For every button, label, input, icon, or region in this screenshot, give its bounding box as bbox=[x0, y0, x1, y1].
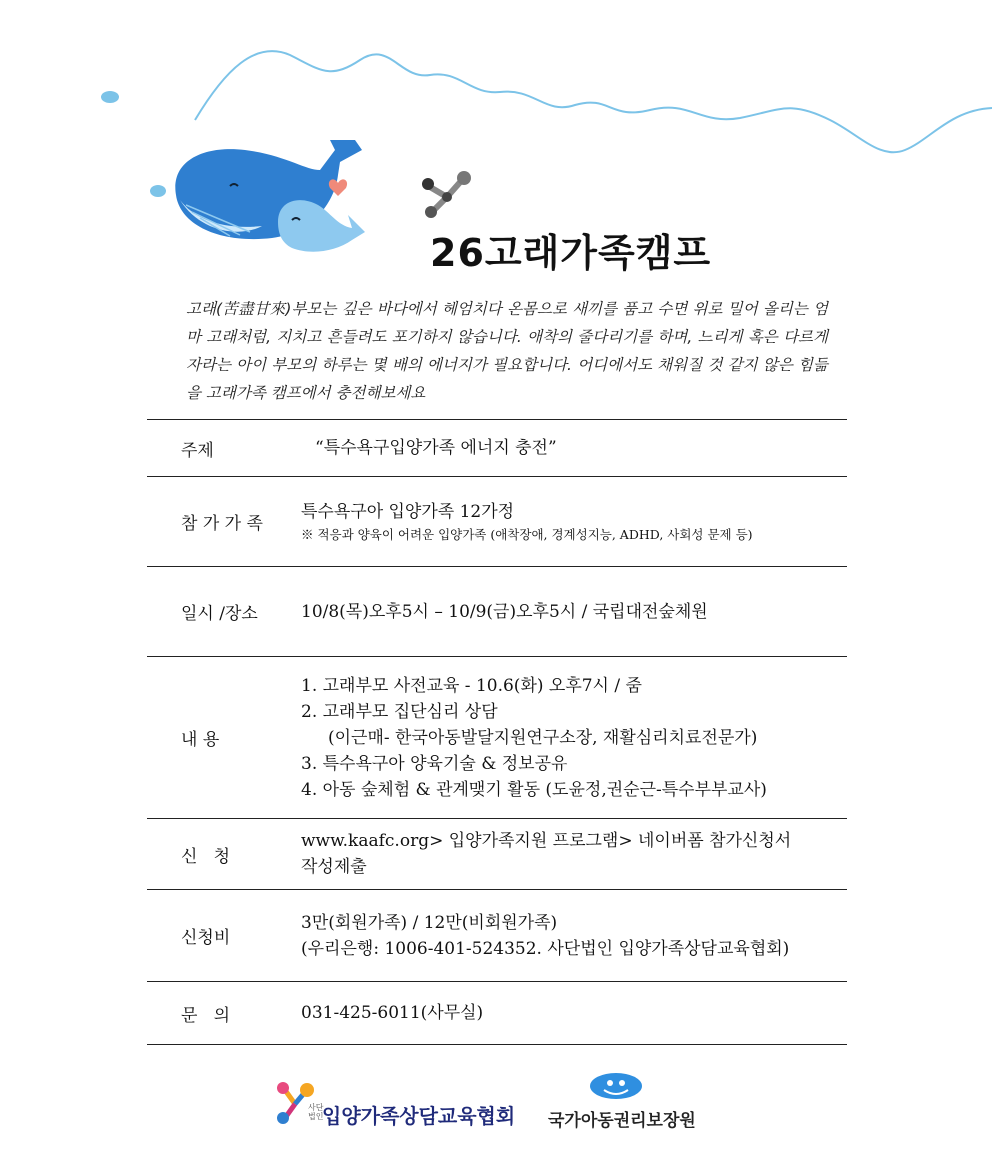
value-line: (이근매- 한국아동발달지원연구소장, 재활심리치료전문가) bbox=[328, 727, 758, 748]
child-rights-logo-icon bbox=[588, 1070, 644, 1100]
bubble-icon bbox=[101, 91, 119, 103]
org-type-top: 사단 bbox=[308, 1103, 324, 1112]
row-value bbox=[301, 657, 847, 818]
table-row-apply bbox=[147, 818, 847, 889]
value-line: 10/8(목)오후5시 – 10/9(금)오후5시 / 국립대전숲체원 bbox=[301, 601, 708, 622]
table-row-topic bbox=[147, 419, 847, 476]
table-row-contact bbox=[147, 981, 847, 1045]
row-label: 문 의 bbox=[181, 1005, 231, 1026]
value-line: 3만(회원가족) / 12만(비회원가족) bbox=[301, 912, 558, 933]
value-line: 031-425-6011(사무실) bbox=[301, 1003, 484, 1023]
table-row-contents bbox=[147, 656, 847, 818]
row-label: 내 용 bbox=[181, 730, 220, 750]
row-label: 참 가 가 족 bbox=[181, 514, 263, 534]
row-value bbox=[301, 890, 847, 981]
bubble-icon bbox=[150, 185, 166, 197]
page-title: 26고래가족캠프 bbox=[430, 231, 712, 275]
apply-link[interactable]: www.kaafc.org> 입양가족지원 프로그램> 네이버폼 참가신청서 bbox=[301, 831, 792, 851]
value-line: 특수욕구아 입양가족 12가정 bbox=[301, 501, 515, 522]
value-line: 4. 아동 숲체험 & 관계맺기 활동 (도윤정,권순근-특수부부교사) bbox=[301, 779, 767, 800]
value-line: 2. 고래부모 집단심리 상담 bbox=[301, 701, 498, 722]
row-value bbox=[301, 982, 847, 1044]
row-value bbox=[301, 477, 847, 566]
row-value bbox=[301, 819, 847, 889]
intro-paragraph: 고래(苦盡甘來)부모는 깊은 바다에서 헤엄치다 온몸으로 새끼를 품고 수면 위로 밀어 올리는 엄마 고래처럼, 지치고 흔들려도 포기하지 않습니다. 애착의 줄다리기를 하며, 느리게 혹은 다르게 자라는 아이 부모의 하루는 몇 배의 에너지가 필요합니다. 어디에서도 채워질 것 같지 않은 힘듦을 고래가족 캠프에서 충전해보세요 bbox=[186, 300, 828, 402]
value-note: ※ 적응과 양육이 어려운 입양가족 (애착장애, 경계성지능, ADHD, 사회성 문제 등) bbox=[301, 526, 753, 542]
molecule-logo-icon bbox=[422, 171, 471, 218]
baby-whale-icon bbox=[278, 200, 365, 252]
table-row-schedule bbox=[147, 566, 847, 656]
table-row-participants bbox=[147, 476, 847, 566]
org-type-bottom: 법인 bbox=[308, 1112, 324, 1121]
info-table bbox=[147, 419, 847, 1045]
row-value bbox=[301, 420, 847, 476]
row-label: 일시 /장소 bbox=[181, 604, 258, 624]
value-line: 작성제출 bbox=[301, 857, 367, 877]
table-row-fee bbox=[147, 889, 847, 981]
association-name: 입양가족상담교육협회 bbox=[322, 1104, 516, 1128]
row-label: 신청비 bbox=[181, 928, 231, 948]
child-rights-agency-name: 국가아동권리보장원 bbox=[548, 1111, 696, 1131]
footer bbox=[0, 1070, 992, 1160]
value-line: 3. 특수욕구아 양육기술 & 정보공유 bbox=[301, 753, 568, 774]
value-line: “특수욕구입양가족 에너지 충전” bbox=[315, 438, 557, 458]
value-line: 1. 고래부모 사전교육 - 10.6(화) 오후7시 / 줌 bbox=[301, 675, 642, 696]
value-line: (우리은행: 1006-401-524352. 사단법인 입양가족상담교육협회) bbox=[301, 938, 790, 959]
wave-line bbox=[195, 51, 992, 152]
row-label: 신 청 bbox=[181, 846, 231, 867]
row-label: 주제 bbox=[181, 440, 214, 461]
row-value bbox=[301, 567, 847, 656]
